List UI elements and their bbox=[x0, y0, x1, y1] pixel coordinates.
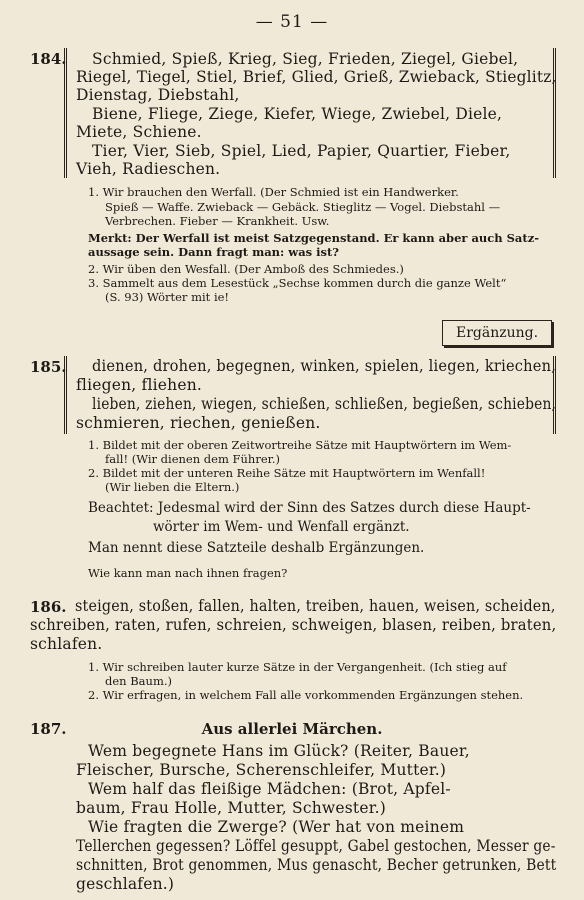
exercise-185-number: 185. bbox=[30, 358, 67, 376]
ex184-merkt: aussage sein. Dann fragt man: was ist? bbox=[88, 245, 340, 259]
ex185-note: Man nennt diese Satzteile deshalb Ergänzungen. bbox=[88, 540, 425, 556]
ex184-word-line: Biene, Fliege, Ziege, Kiefer, Wiege, Zwiebel, Diele, bbox=[92, 105, 503, 123]
exercise-187-number: 187. bbox=[30, 720, 67, 738]
ex185-task: (Wir lieben die Eltern.) bbox=[105, 480, 240, 494]
ex186-word-line: schlafen. bbox=[30, 635, 103, 653]
section-label-box: Ergänzung. bbox=[442, 320, 552, 346]
ex184-word-line: Dienstag, Diebstahl, bbox=[76, 86, 240, 104]
ex184-task: (S. 93) Wörter mit ie! bbox=[105, 290, 230, 304]
ex185-word-line: schmieren, riechen, genießen. bbox=[76, 414, 321, 432]
exercise-186-number: 186. bbox=[30, 598, 67, 616]
ex184-word-line: Vieh, Radieschen. bbox=[76, 160, 221, 178]
ex186-word-line: steigen, stoßen, fallen, halten, treiben, hauen, weisen, scheiden, bbox=[75, 597, 556, 615]
ex185-word-line: lieben, ziehen, wiegen, schießen, schließen, begießen, schieben, bbox=[92, 395, 557, 413]
ex185-word-line: dienen, drohen, begegnen, winken, spielen, liegen, kriechen, bbox=[92, 357, 557, 375]
exercise-184-number: 184. bbox=[30, 50, 67, 68]
ex187-line: Wem half das fleißige Mädchen: (Brot, Apfel- bbox=[88, 780, 451, 798]
ex185-question: Wie kann man nach ihnen fragen? bbox=[88, 566, 288, 580]
ex185-note: Beachtet: Jedesmal wird der Sinn des Satzes durch diese Haupt- bbox=[88, 500, 531, 516]
ex187-line: Wie fragten die Zwerge? (Wer hat von meinem bbox=[88, 818, 465, 836]
ex184-word-line: Schmied, Spieß, Krieg, Sieg, Frieden, Ziegel, Giebel, bbox=[92, 50, 519, 68]
ex185-note: wörter im Wem- und Wenfall ergänzt. bbox=[153, 519, 410, 535]
ex186-word-line: schreiben, raten, rufen, schreien, schweigen, blasen, reiben, braten, bbox=[30, 616, 557, 634]
ex187-line: Fleischer, Bursche, Scherenschleifer, Mutter.) bbox=[76, 761, 447, 779]
ex184-task: 3. Sammelt aus dem Lesestück „Sechse kommen durch die ganze Welt“ bbox=[88, 276, 507, 290]
ex185-word-line: fliegen, fliehen. bbox=[76, 376, 203, 394]
ex187-title: Aus allerlei Märchen. bbox=[201, 720, 383, 738]
ex184-task: Spieß — Waffe. Zwieback — Gebäck. Stieglitz — Vogel. Diebstahl — bbox=[105, 200, 501, 214]
ex187-line: baum, Frau Holle, Mutter, Schwester.) bbox=[76, 799, 387, 817]
ex185-task: fall! (Wir dienen dem Führer.) bbox=[105, 452, 280, 466]
ex184-word-line: Tier, Vier, Sieb, Spiel, Lied, Papier, Quartier, Fieber, bbox=[92, 142, 511, 160]
ex187-line: Tellerchen gegessen? Löffel gesuppt, Gabel gestochen, Messer ge- bbox=[76, 837, 556, 855]
ex186-task: 1. Wir schreiben lauter kurze Sätze in der Vergangenheit. (Ich stieg auf bbox=[88, 660, 507, 674]
exercise-185-left-bracket bbox=[64, 356, 67, 434]
ex184-merkt: Merkt: Der Werfall ist meist Satzgegenstand. Er kann aber auch Satz- bbox=[88, 231, 539, 245]
ex187-line: geschlafen.) bbox=[76, 875, 175, 893]
ex184-task: Verbrechen. Fieber — Krankheit. Usw. bbox=[105, 214, 330, 228]
ex186-task: 2. Wir erfragen, in welchem Fall alle vorkommenden Ergänzungen stehen. bbox=[88, 688, 524, 702]
page-number: — 51 — bbox=[255, 12, 329, 32]
ex185-task: 1. Bildet mit der oberen Zeitwortreihe Sätze mit Hauptwörtern im Wem- bbox=[88, 438, 512, 452]
ex184-word-line: Miete, Schiene. bbox=[76, 123, 202, 141]
ex187-line: schnitten, Brot genommen, Mus genascht, Becher getrunken, Bett bbox=[76, 856, 557, 874]
ex185-task: 2. Bildet mit der unteren Reihe Sätze mit Hauptwörtern im Wenfall! bbox=[88, 466, 486, 480]
ex186-task: den Baum.) bbox=[105, 674, 172, 688]
exercise-184-left-bracket bbox=[64, 48, 67, 178]
ex184-word-line: Riegel, Tiegel, Stiel, Brief, Glied, Grieß, Zwieback, Stieglitz, bbox=[76, 68, 557, 86]
ex184-task: 2. Wir üben den Wesfall. (Der Amboß des Schmiedes.) bbox=[88, 262, 404, 276]
ex184-task: 1. Wir brauchen den Werfall. (Der Schmied ist ein Handwerker. bbox=[88, 185, 459, 199]
ex187-line: Wem begegnete Hans im Glück? (Reiter, Bauer, bbox=[88, 742, 470, 760]
